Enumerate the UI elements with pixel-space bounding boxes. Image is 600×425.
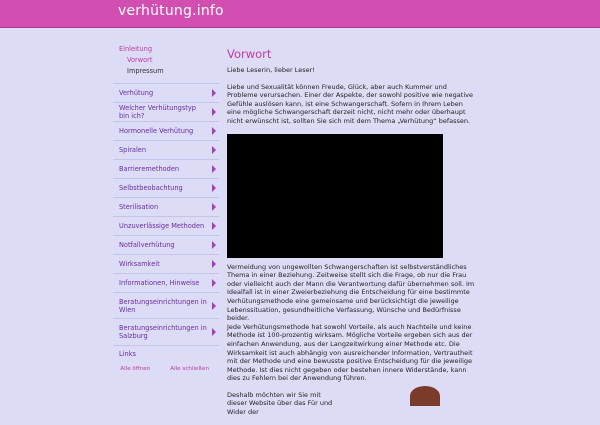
header-bar — [0, 0, 600, 28]
main-content — [227, 44, 477, 425]
chevron-right-icon — [212, 89, 216, 97]
close-all-link[interactable]: Alle schließen — [170, 366, 209, 372]
open-all-link[interactable]: Alle öffnen — [120, 366, 151, 372]
chevron-right-icon — [212, 260, 216, 268]
sidebar-item-sterilisation[interactable] — [113, 198, 219, 216]
sidebar-item-links[interactable] — [113, 346, 219, 362]
sidebar-item-wirksamkeit[interactable] — [113, 255, 219, 273]
chevron-right-icon — [212, 222, 216, 230]
body-paragraph: Deshalb möchten wir Sie mit dieser Website über das Für und Wider der — [227, 390, 333, 417]
illustration-image — [410, 386, 440, 406]
sidebar-item-label: Beratungseinrichtungen in Salzburg — [119, 324, 207, 340]
sidebar-subitem-vorwort[interactable]: Vorwort — [127, 56, 153, 64]
chevron-right-icon — [212, 146, 216, 154]
sidebar-item-label: Informationen, Hinweise — [119, 279, 200, 287]
body-paragraph: Vermeidung von ungewollten Schwangerschaften ist selbstverständliches Thema in einer Beziehung. Zeitweise stellt sich die Frage, ob nur die Frau oder vielleicht auch der Mann die Verantwortung dafür übernehmen soll. Im Idealfall ist in einer Zweierbeziehung die Entscheidung für eine bestimmte Verhütungsmethode eine gemeinsame und berücksichtigt die jeweilige Lebenssituation, gesundheitliche Verfassung, Wünsche und Bedürfnisse beider. — [227, 262, 475, 323]
site-title[interactable]: verhütung.info — [118, 3, 224, 19]
sidebar-item-label: Spiralen — [119, 146, 147, 154]
sidebar-item-label: Welcher Verhütungstyp bin ich? — [119, 104, 196, 120]
sidebar-item-label: Hormonelle Verhütung — [119, 127, 194, 135]
sidebar-item-selbstbeobachtung[interactable] — [113, 179, 219, 197]
sidebar-item-unzuverlaessige-methoden[interactable] — [113, 217, 219, 235]
greeting-text: Liebe Leserin, lieber Leser! — [227, 66, 315, 74]
chevron-right-icon — [212, 302, 216, 310]
sidebar-item-beratung-salzburg[interactable] — [113, 319, 219, 345]
sidebar-item-barrieremethoden[interactable] — [113, 160, 219, 178]
sidebar-item-label: Barrieremethoden — [119, 165, 180, 173]
intro-paragraph: Liebe und Sexualität können Freude, Glück, aber auch Kummer und Probleme verursachen. Einer der Aspekte, der sowohl positive wie negative Gefühle auslösen kann, ist eine Schwangerschaft. Sofern in Ihrem Leben eine mögliche Schwangerschaft derzeit nicht, nicht mehr oder überhaupt nicht erwünscht ist, sollten Sie sich mit dem Thema „Verhütung“ befassen. — [227, 82, 473, 125]
chevron-right-icon — [212, 203, 216, 211]
video-player[interactable] — [227, 134, 443, 258]
chevron-right-icon — [212, 127, 216, 135]
sidebar-item-beratung-wien[interactable] — [113, 293, 219, 318]
page-title: Vorwort — [227, 47, 272, 61]
sidebar-subitem-impressum[interactable]: Impressum — [127, 67, 164, 75]
sidebar-item-label: Links — [119, 350, 136, 358]
sidebar-item-label: Beratungseinrichtungen in Wien — [119, 297, 207, 314]
sidebar — [113, 44, 219, 372]
sidebar-item-label: Sterilisation — [119, 203, 159, 211]
chevron-right-icon — [212, 165, 216, 173]
sidebar-expand-controls — [113, 366, 219, 372]
sidebar-item-label: Selbstbeobachtung — [119, 184, 183, 192]
chevron-right-icon — [212, 328, 216, 336]
sidebar-item-notfallverhuetung[interactable] — [113, 236, 219, 254]
sidebar-item-verhuetungstyp[interactable] — [113, 103, 219, 121]
sidebar-item-informationen-hinweise[interactable] — [113, 274, 219, 292]
sidebar-item-hormonelle-verhuetung[interactable] — [113, 122, 219, 140]
chevron-right-icon — [212, 241, 216, 249]
chevron-right-icon — [212, 108, 216, 116]
sidebar-item-label: Unzuverlässige Methoden — [119, 222, 205, 230]
sidebar-item-verhuetung[interactable] — [113, 84, 219, 102]
sidebar-item-einleitung[interactable]: Einleitung — [119, 45, 153, 53]
sidebar-item-spiralen[interactable] — [113, 141, 219, 159]
body-paragraph: Jede Verhütungsmethode hat sowohl Vorteile, als auch Nachteile und keine Methode ist 100-prozentig wirksam. Mögliche Vorteile ergeben sich aus der einfachen Anwendung, aus der Langzeitwirkung einer Methode etc. Die Wirksamkeit ist auch abhängig von ausreichender Information, Vertrautheit mit der Methode und eine bewusste positive Entscheidung für die jeweilige Methode. Ist dies nicht gegeben oder bestehen innere Widerstände, kann dies zu Fehlern bei der Anwendung führen. — [227, 322, 473, 383]
sidebar-item-label: Verhütung — [119, 89, 154, 97]
sidebar-item-label: Wirksamkeit — [119, 260, 160, 268]
sidebar-item-label: Notfallverhütung — [119, 241, 175, 249]
chevron-right-icon — [212, 184, 216, 192]
chevron-right-icon — [212, 279, 216, 287]
